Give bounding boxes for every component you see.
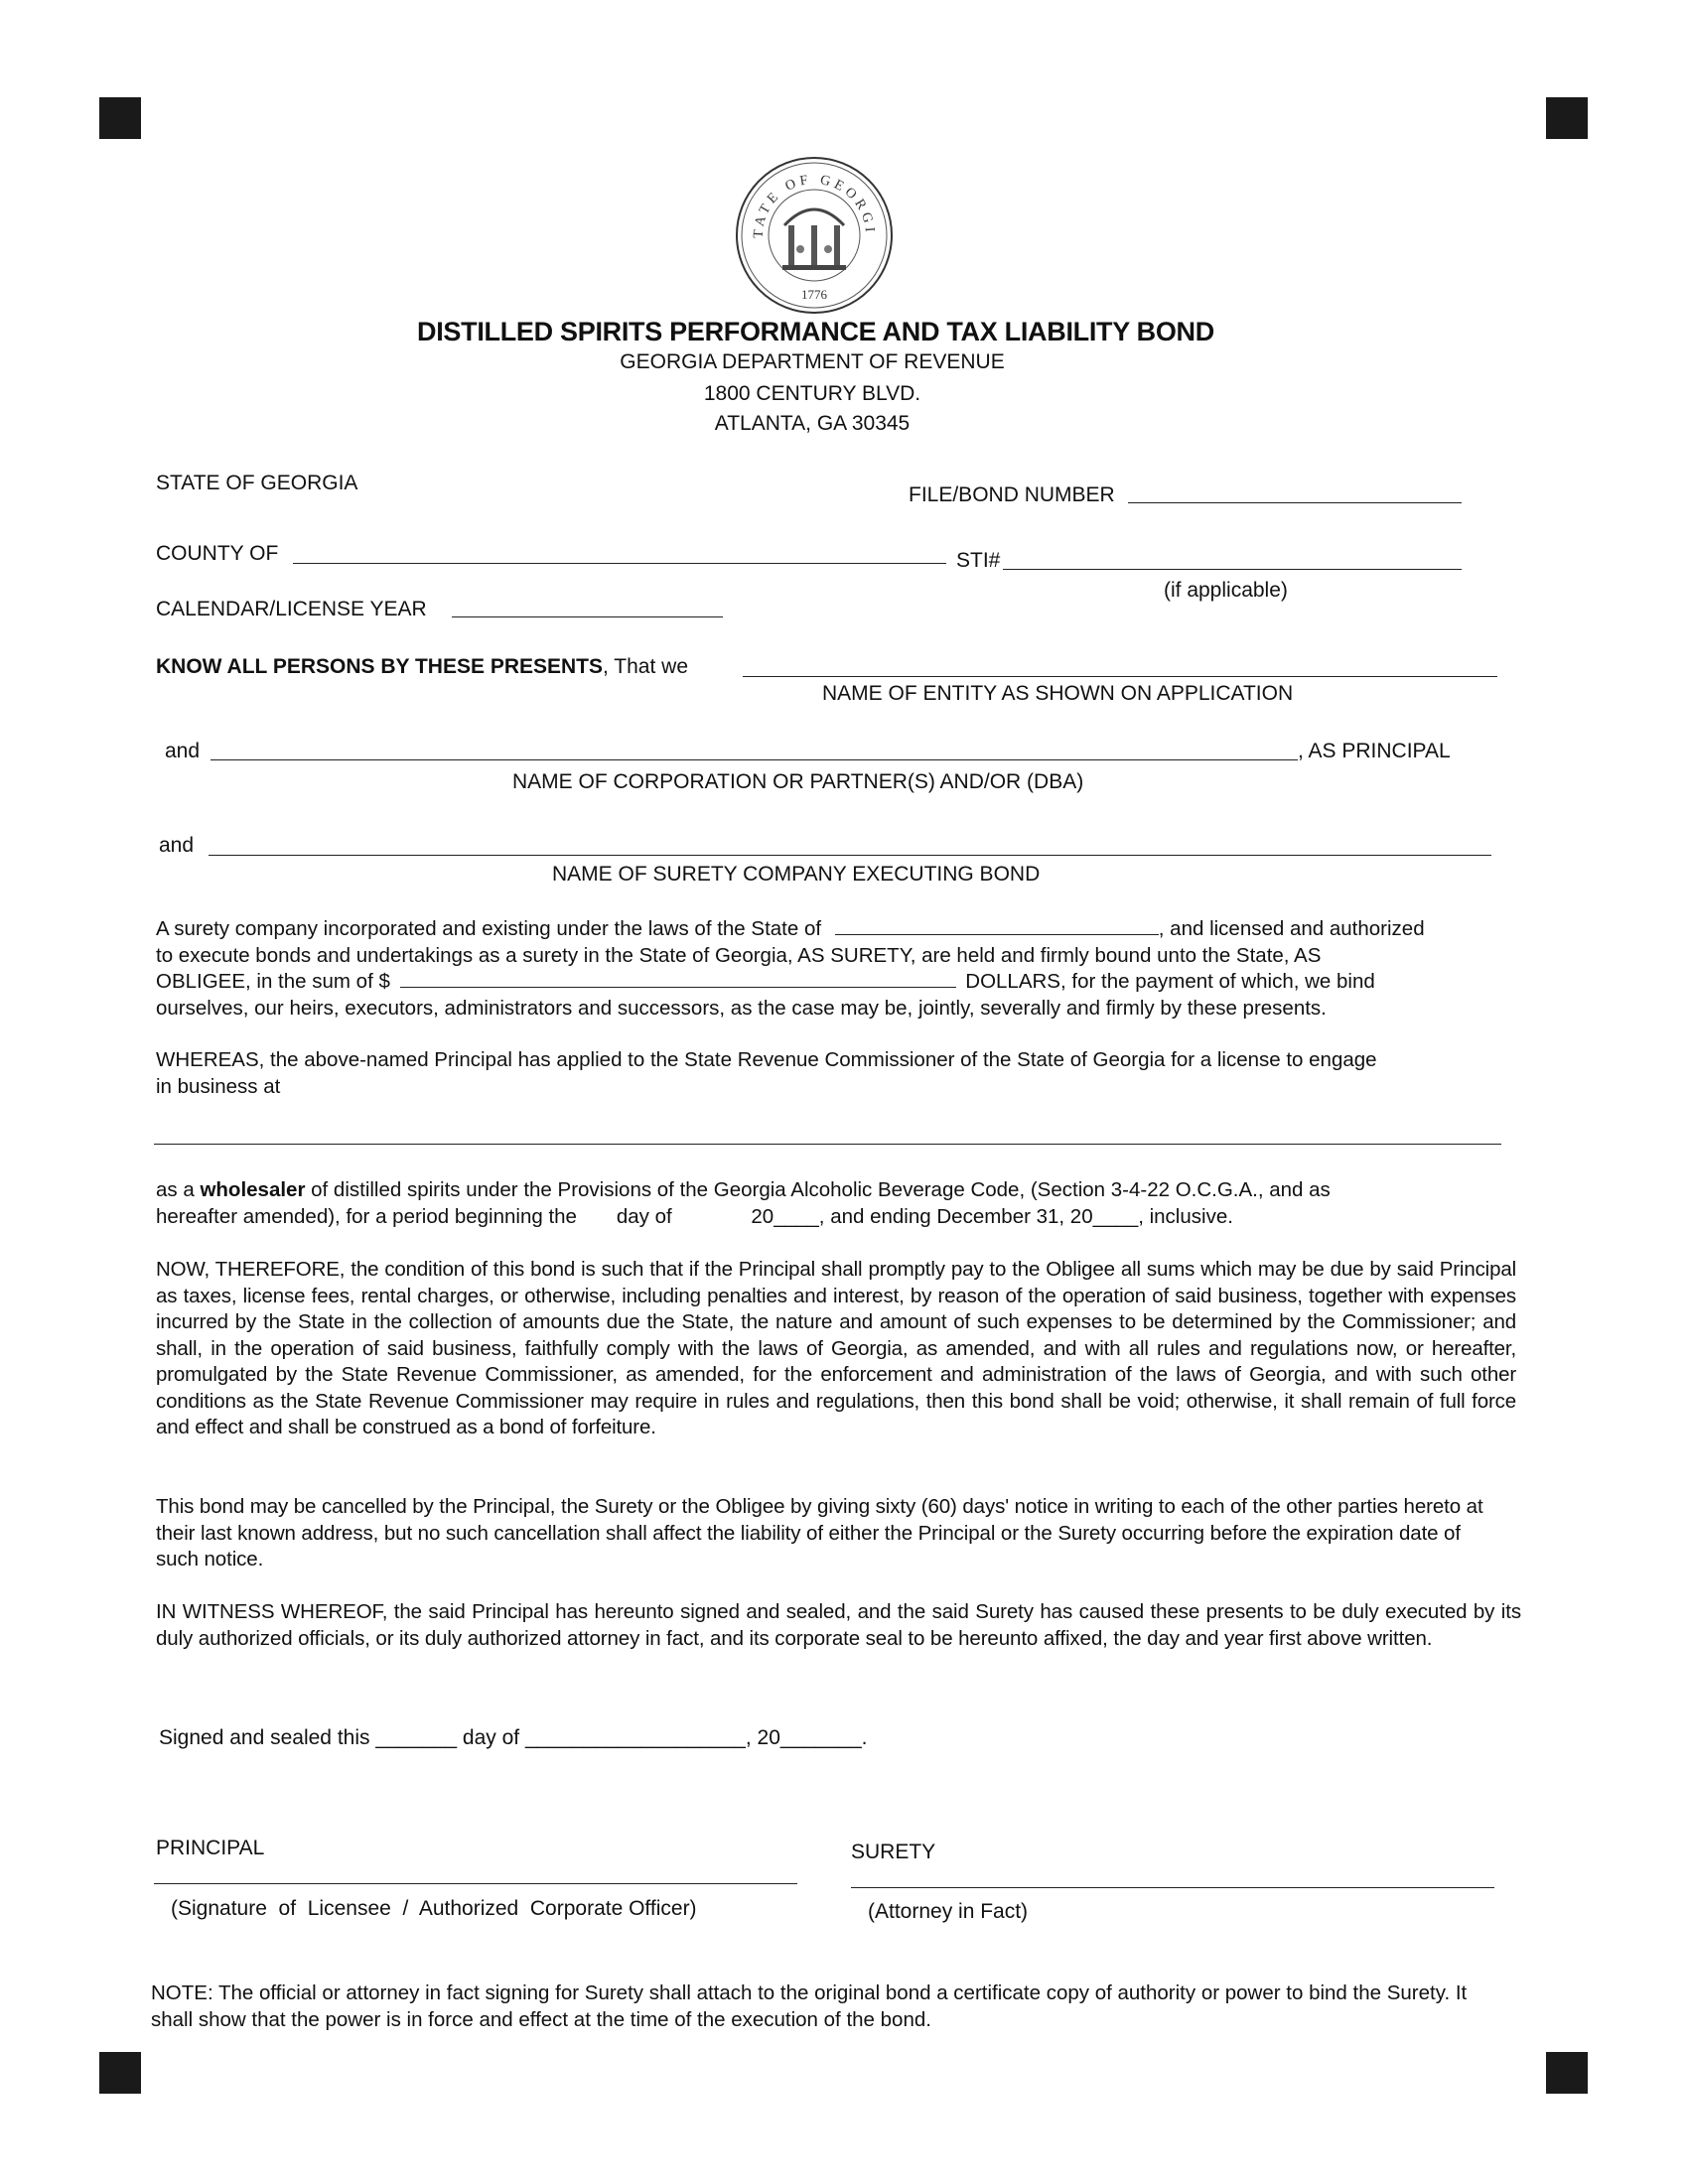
entity-name-field[interactable]: [743, 676, 1497, 677]
surety-para-line1b: , and licensed and authorized: [1158, 917, 1425, 940]
wholesaler-paragraph: [156, 1177, 1516, 1230]
surety-signature-field[interactable]: [851, 1887, 1494, 1888]
whereas-line1: WHEREAS, the above-named Principal has applied to the State Revenue Commissioner of the State of Georgia for a license to engage: [156, 1048, 1377, 1071]
surety-para-line1a: A surety company incorporated and existing under the laws of the State of: [156, 917, 822, 940]
cancellation-paragraph: This bond may be cancelled by the Principal, the Surety or the Obligee by giving sixty (60) days' notice in writing to each of the other parties hereto at their last known address, but no such cancellation shall affect the liability of either the Principal or the Surety occurring before the expiration date of such notice.: [156, 1495, 1483, 1570]
surety-para-line3b: DOLLARS, for the payment of which, we bind: [965, 970, 1375, 993]
surety-label: SURETY: [851, 1841, 936, 1863]
wholesaler-line1b: of distilled spirits under the Provisions of the Georgia Alcoholic Beverage Code, (Section 3-4-22 O.C.G.A., and as: [311, 1178, 1331, 1201]
svg-text:STATE OF GEORGIA: [733, 154, 877, 238]
file-bond-number-field[interactable]: [1128, 502, 1462, 503]
surety-paragraph: [156, 916, 1516, 1022]
business-address-field[interactable]: [154, 1144, 1501, 1145]
whereas-line2: in business at: [156, 1074, 281, 1098]
bond-amount-field[interactable]: [400, 969, 956, 988]
note-paragraph: NOTE: The official or attorney in fact signing for Surety shall attach to the original bond a certificate copy of authority or power to bind the Surety. It shall show that the power is in force and effect at the time of the execution of the bond.: [151, 1981, 1468, 2031]
seal-top-text: TATE OF GEORGI: [751, 172, 878, 239]
principal-label: PRINCIPAL: [156, 1837, 265, 1859]
witness-paragraph: IN WITNESS WHEREOF, the said Principal has hereunto signed and sealed, and the said Surety has caused these presents to be duly executed by its duly authorized officials, or its duly authorized attorney in fact, and its corporate seal to be hereunto affixed, the day and year first above written.: [156, 1600, 1521, 1650]
surety-para-line4: ourselves, our heirs, executors, administrators and successors, as the case may be, jointly, severally and firmly by these presents.: [156, 996, 1327, 1020]
department-address-1: 1800 CENTURY BLVD.: [703, 382, 921, 405]
sti-label: STI#: [956, 549, 1001, 572]
state-seal-icon: [733, 154, 897, 318]
registration-mark-top-left: [99, 97, 141, 139]
principal-signature-caption: (Signature of Licensee / Authorized Corporate Officer): [171, 1897, 697, 1920]
seal-year: 1776: [801, 287, 827, 302]
whereas-paragraph: [156, 1047, 1516, 1100]
page-title: DISTILLED SPIRITS PERFORMANCE AND TAX LIABILITY BOND: [417, 317, 1214, 346]
surety-signature-caption: (Attorney in Fact): [868, 1900, 1029, 1923]
surety-para-line2: to execute bonds and undertakings as a surety in the State of Georgia, AS SURETY, are held and firmly bound unto the State, AS: [156, 943, 1322, 967]
county-label: COUNTY OF: [156, 542, 279, 565]
signed-sealed-line[interactable]: Signed and sealed this _______ day of ___________________, 20_______.: [159, 1726, 868, 1749]
entity-name-caption: NAME OF ENTITY AS SHOWN ON APPLICATION: [822, 682, 1294, 705]
file-bond-number-label: FILE/BOND NUMBER: [909, 483, 1115, 506]
surety-company-field[interactable]: [209, 855, 1491, 856]
wholesaler-line1a: as a: [156, 1178, 195, 1201]
that-we-text: , That we: [603, 655, 689, 678]
surety-para-line3a: OBLIGEE, in the sum of $: [156, 970, 390, 993]
wholesaler-bold: wholesaler: [200, 1178, 306, 1201]
county-field[interactable]: [293, 563, 946, 564]
and-label-1: and: [165, 740, 201, 762]
state-label: STATE OF GEORGIA: [156, 472, 358, 494]
as-principal-label: , AS PRINCIPAL: [1298, 740, 1451, 762]
registration-mark-bottom-right: [1546, 2052, 1588, 2094]
registration-mark-top-right: [1546, 97, 1588, 139]
and-label-2: and: [159, 834, 195, 857]
department-address-2: ATLANTA, GA 30345: [714, 412, 911, 435]
know-all-persons-text: [156, 654, 688, 680]
wholesaler-line2: hereafter amended), for a period beginning the day of 20____, and ending December 31, 20____, inclusive.: [156, 1204, 1233, 1228]
calendar-year-label: CALENDAR/LICENSE YEAR: [156, 598, 427, 620]
registration-mark-bottom-left: [99, 2052, 141, 2094]
calendar-year-field[interactable]: [452, 616, 723, 617]
corporation-name-field[interactable]: [211, 759, 1298, 760]
if-applicable-note: (if applicable): [1164, 579, 1288, 602]
sti-field[interactable]: [1003, 569, 1462, 570]
now-therefore-paragraph: NOW, THEREFORE, the condition of this bond is such that if the Principal shall promptly pay to the Obligee all sums which may be due by said Principal as taxes, license fees, rental charges, or otherwise, including penalties and interest, by reason of the operation of said business, together with expenses incurred by the State in the collection of amounts due the State, the nature and amount of such expenses to be determined by the Commissioner; and shall, in the operation of said business, faithfully comply with the laws of Georgia, as amended, and with all rules and regulations now, or hereafter, promulgated by the State Revenue Commissioner, as amended, for the enforcement and administration of the laws of Georgia, and with such other conditions as the State Revenue Commissioner may require in rules and regulations, then this bond shall be void; otherwise, it shall remain of full force and effect and shall be construed as a bond of forfeiture.: [156, 1258, 1516, 1438]
department-name: GEORGIA DEPARTMENT OF REVENUE: [620, 350, 1005, 373]
know-all-persons-heading: KNOW ALL PERSONS BY THESE PRESENTS: [156, 655, 604, 678]
surety-state-field[interactable]: [835, 916, 1159, 935]
corporation-name-caption: NAME OF CORPORATION OR PARTNER(S) AND/OR (DBA): [512, 770, 1084, 793]
surety-company-caption: NAME OF SURETY COMPANY EXECUTING BOND: [552, 863, 1041, 886]
principal-signature-field[interactable]: [154, 1883, 797, 1884]
